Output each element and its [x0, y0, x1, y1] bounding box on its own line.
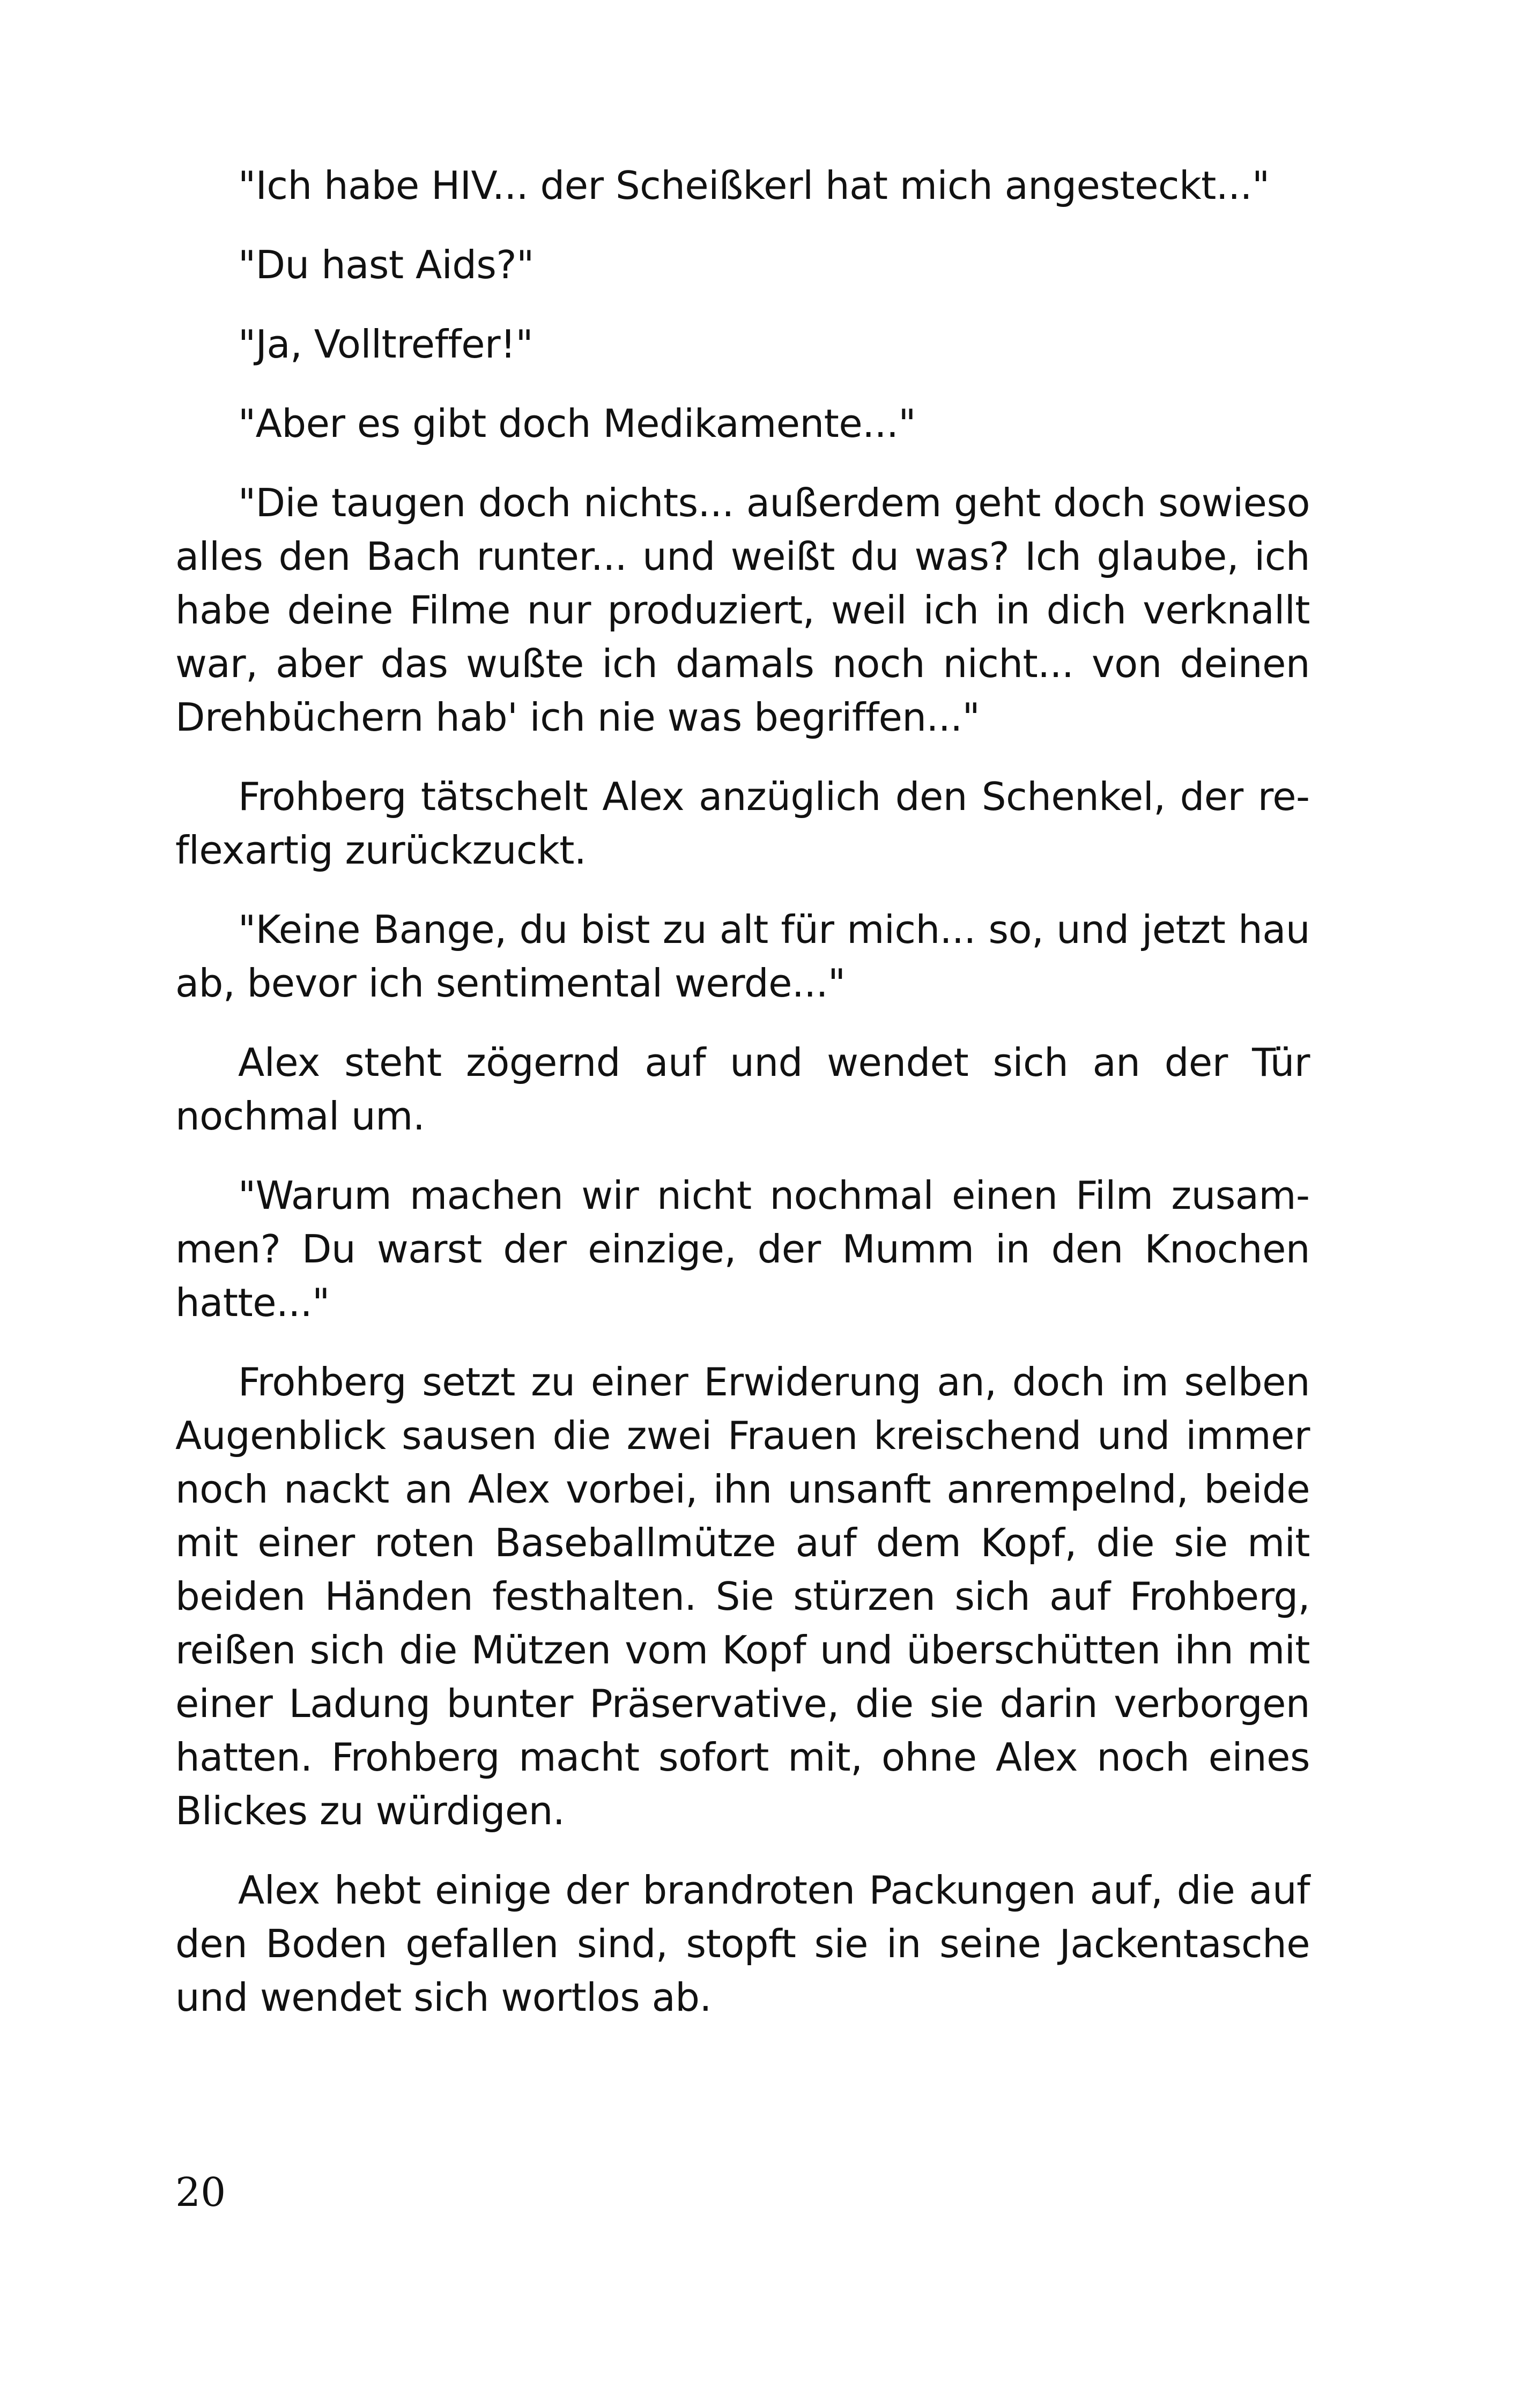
- paragraph: "Aber es gibt doch Medikamente...": [238, 401, 916, 446]
- paragraph: "Du hast Aids?": [238, 242, 534, 287]
- paragraph: "Die taugen doch nichts... außerdem geht doch sowieso alles den Bach runter... und weißt du was? Ich glaube, ich habe deine Filme nur produziert, weil ich in dich verknallt war, aber das wußte ich damals noch nicht... von deinen Drehbüchern hab' ich nie was begriffen...": [175, 480, 1310, 740]
- paragraph: "Warum machen wir nicht nochmal einen Film zusammen? Du warst der einzige, der Mumm in den Knochen hatte...": [175, 1173, 1310, 1325]
- paragraph: Alex steht zögernd auf und wendet sich an der Tür nochmal um.: [175, 1040, 1310, 1139]
- body-text: [175, 159, 1310, 2050]
- page-number: 20: [175, 2169, 226, 2216]
- paragraph: "Ja, Volltreffer!": [238, 322, 533, 367]
- paragraph: Alex hebt einige der brandroten Packungen auf, die auf den Boden gefallen sind, stopft sie in seine Jackentasche und wendet sich wortlos ab.: [175, 1868, 1310, 2020]
- paragraph: Frohberg tätschelt Alex anzüglich den Schenkel, der reflexartig zurückzuckt.: [175, 774, 1310, 873]
- paragraph: Frohberg setzt zu einer Erwiderung an, doch im selben Augenblick sausen die zwei Frauen kreischend und immer noch nackt an Alex vorbei, ihn unsanft anrempelnd, beide mit einer roten Baseballmütze auf dem Kopf, die sie mit beiden Händen festhalten. Sie stürzen sich auf Frohberg, reißen sich die Mützen vom Kopf und überschütten ihn mit einer Ladung bunter Präservative, die sie darin verborgen hatten. Frohberg macht sofort mit, ohne Alex noch eines Blickes zu würdigen.: [175, 1359, 1310, 1833]
- paragraph: "Keine Bange, du bist zu alt für mich... so, und jetzt hau ab, bevor ich sentimental werde...": [175, 907, 1310, 1006]
- paragraph: "Ich habe HIV... der Scheißkerl hat mich angesteckt...": [238, 163, 1270, 208]
